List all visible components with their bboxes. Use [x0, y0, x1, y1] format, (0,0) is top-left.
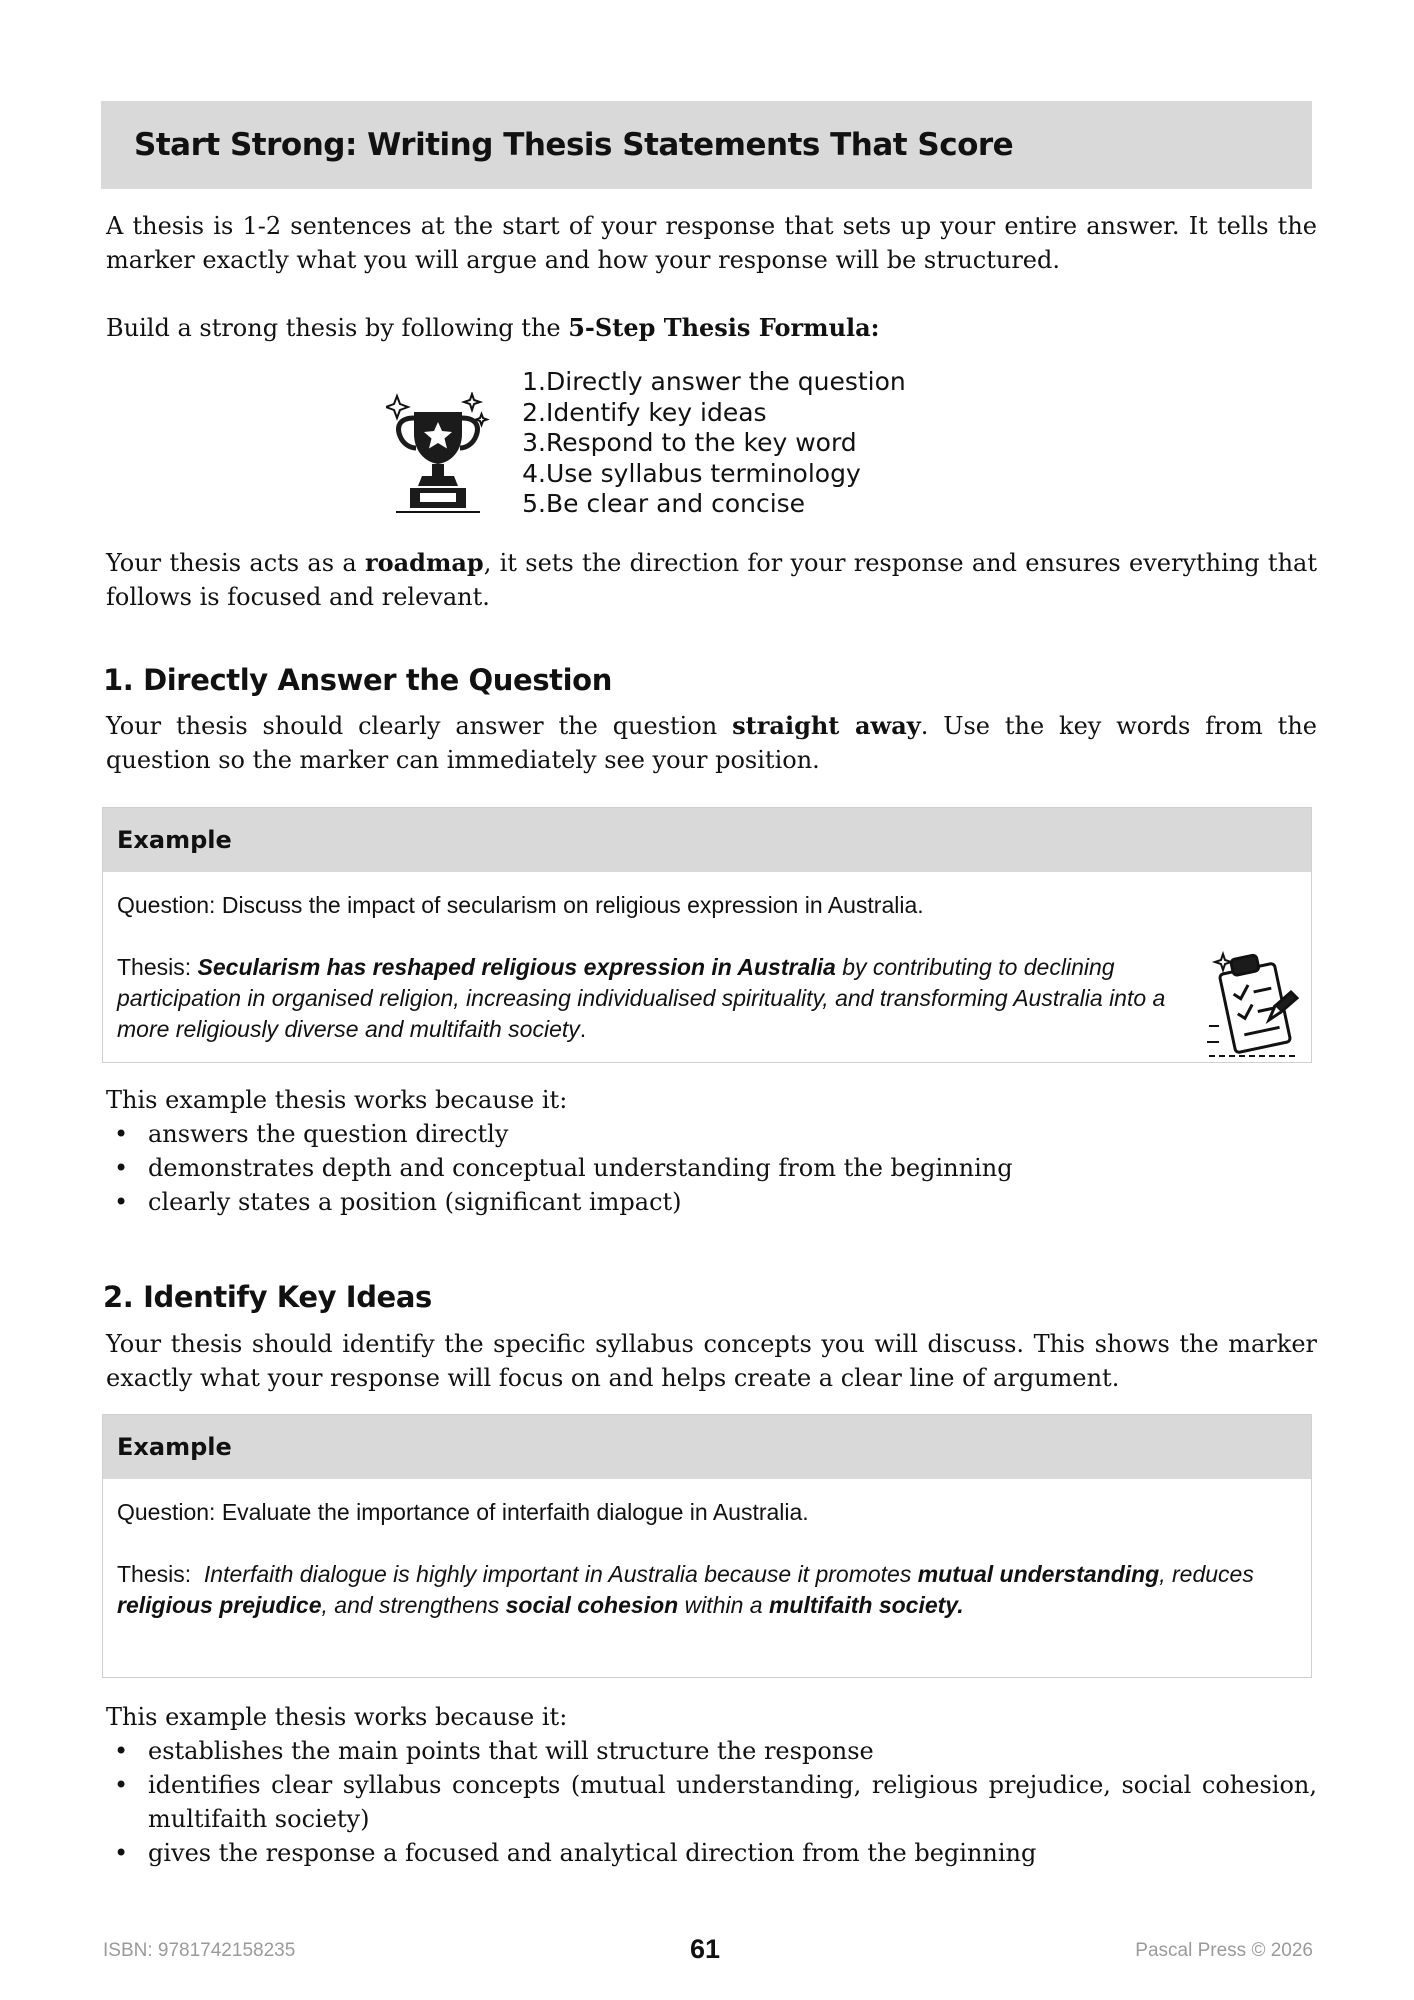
list-item: • clearly states a position (significant impact)	[106, 1185, 1317, 1219]
section-1-body: Your thesis should clearly answer the question straight away. Use the key words from the question so the marker can immediately see your position.	[106, 711, 1317, 774]
example-box-2	[102, 1414, 1312, 1678]
list-item: 1. Directly answer the question	[522, 367, 906, 396]
trophy-icon	[386, 392, 490, 516]
works-list-2: This example thesis works because it: • establishes the main points that will structure the response • identifies clear syllabus concepts (mutual understanding, religious prejudice, social cohesion, multifaith society) • gives the response a focused and analytical direction from the beginning	[106, 1700, 1317, 1870]
list-item: • gives the response a focused and analytical direction from the beginning	[106, 1836, 1317, 1870]
page-number: 61	[690, 1934, 721, 1964]
example-thesis: Thesis: Interfaith dialogue is highly important in Australia because it promotes mutual understanding, reduces religious prejudice, and strengthens social cohesion within a multifaith society.	[117, 1561, 1261, 1618]
list-item: • demonstrates depth and conceptual understanding from the beginning	[106, 1151, 1317, 1185]
works-list-1: This example thesis works because it: • answers the question directly • demonstrates depth and conceptual understanding from the beginning • clearly states a position (significant impact)	[106, 1083, 1317, 1219]
section-heading-2: 2. Identify Key Ideas	[103, 1280, 432, 1314]
list-item: 5. Be clear and concise	[522, 489, 806, 518]
intro-paragraph: A thesis is 1-2 sentences at the start of your response that sets up your entire answer. It tells the marker exactly what you will argue and how your response will be structured.	[106, 212, 1317, 274]
list-item: 4. Use syllabus terminology	[522, 458, 861, 488]
section-2-body: Your thesis should identify the specific syllabus concepts you will discuss. This shows the marker exactly what your response will focus on and helps create a clear line of argument.	[106, 1330, 1317, 1392]
thesis-formula-steps	[518, 367, 906, 520]
example-question: Question: Evaluate the importance of interfaith dialogue in Australia.	[117, 1499, 809, 1525]
list-item: • establishes the main points that will structure the response	[106, 1734, 1317, 1768]
example-thesis: Thesis: Secularism has reshaped religious expression in Australia by contributing to declining participation in organised religion, increasing individualised spirituality, and transforming Australia into a more religiously diverse and multifaith society.	[117, 954, 1166, 1042]
page-title-bar	[101, 101, 1312, 189]
list-item: • answers the question directly	[106, 1117, 1317, 1151]
example-body	[103, 872, 1311, 1057]
list-item: • identifies clear syllabus concepts (mutual understanding, religious prejudice, social cohesion, multifaith society)	[106, 1768, 1317, 1836]
example-label: Example	[103, 808, 1311, 872]
list-item: 2. Identify key ideas	[522, 397, 767, 427]
list-item: 3. Respond to the key word	[522, 428, 857, 457]
example-body	[103, 1479, 1311, 1633]
footer-isbn: ISBN: 9781742158235	[103, 1940, 296, 1961]
example-label: Example	[103, 1415, 1311, 1479]
example-question: Question: Discuss the impact of secularism on religious expression in Australia.	[117, 892, 924, 918]
formula-name: 5-Step Thesis Formula:	[568, 313, 880, 342]
example-box-1	[102, 807, 1312, 1063]
footer-publisher: Pascal Press © 2026	[1135, 1940, 1313, 1961]
clipboard-checklist-icon	[1205, 946, 1301, 1062]
section-heading-1: 1. Directly Answer the Question	[103, 663, 612, 697]
page-title: Start Strong: Writing Thesis Statements That Score	[134, 127, 1014, 163]
formula-intro: Build a strong thesis by following the 5-Step Thesis Formula:	[106, 313, 880, 342]
roadmap-paragraph: Your thesis acts as a roadmap, it sets the direction for your response and ensures everything that follows is focused and relevant.	[106, 548, 1317, 611]
